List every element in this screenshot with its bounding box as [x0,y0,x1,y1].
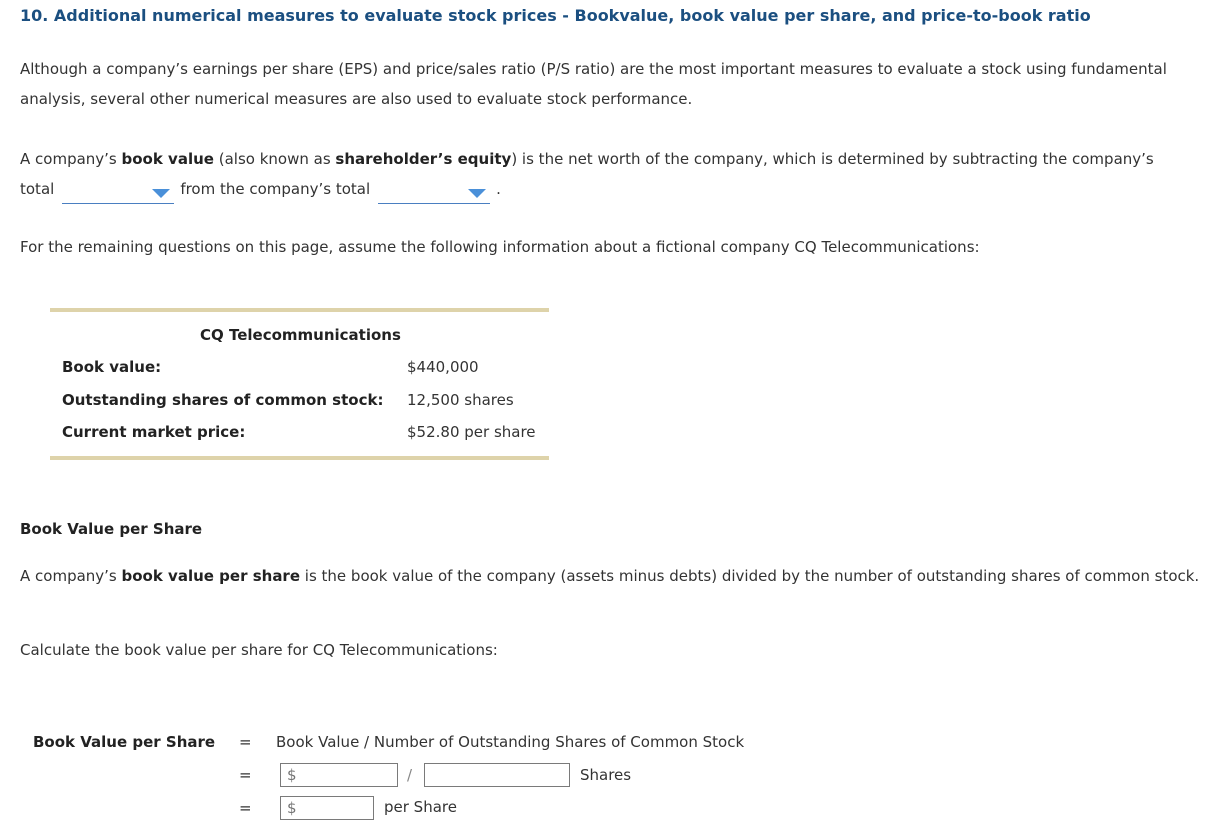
text-segment: A company’s [20,150,122,168]
assumption-text: For the remaining questions on this page, assume the following information about a fictional company CQ Telecommunications: [20,238,980,256]
shares-input[interactable] [424,763,570,787]
term-book-value-per-share: book value per share [121,567,301,585]
book-value-input[interactable] [280,763,398,787]
table-top-rule [50,308,549,312]
equals-sign: = [239,799,252,817]
row-value-market-price: $52.80 per share [407,423,536,441]
text-segment: (also known as [213,150,336,168]
chevron-down-icon [468,189,486,198]
total-label: total [20,180,55,198]
chevron-down-icon [152,189,170,198]
period: . [496,180,501,198]
equals-sign: = [239,733,252,751]
table-title: CQ Telecommunications [200,326,401,344]
formula-label: Book Value per Share [33,733,216,751]
page-title: 10. Additional numerical measures to evaluate stock prices - Bookvalue, book value per share, and price-to-book ratio [20,6,1091,25]
text-segment: ) is the net worth of the company, which is determined by subtracting the company’s [511,150,1154,168]
term-shareholders-equity: shareholder’s equity [335,150,512,168]
shares-unit: Shares [580,766,632,784]
equals-sign: = [239,766,252,784]
book-value-definition [20,144,1200,204]
row-label-book-value: Book value: [62,358,162,376]
per-share-unit: per Share [384,798,457,816]
divide-sign: / [407,766,413,784]
bvps-definition [20,561,1200,591]
row-label-outstanding-shares: Outstanding shares of common stock: [62,391,384,409]
from-label: from the company’s total [180,180,371,198]
second-dropdown[interactable] [378,183,490,204]
bvps-answer-input[interactable] [280,796,374,820]
term-book-value: book value [121,150,214,168]
first-dropdown[interactable] [62,183,174,204]
row-value-book-value: $440,000 [407,358,479,376]
text-segment: is the book value of the company (assets minus debts) divided by the number of outstanding shares of common stock. [300,567,1200,585]
intro-paragraph: Although a company’s earnings per share (EPS) and price/sales ratio (P/S ratio) are the most important measures to evaluate a stock using fundamental analysis, several other numerical measures are also used to evaluate stock performance. [20,60,1167,108]
section-heading-bvps: Book Value per Share [20,520,203,538]
text-segment: A company’s [20,567,122,585]
company-info-table [50,308,549,461]
row-label-market-price: Current market price: [62,423,246,441]
table-bottom-rule [50,456,549,460]
calc-prompt: Calculate the book value per share for CQ Telecommunications: [20,641,498,659]
formula-expression: Book Value / Number of Outstanding Shares of Common Stock [276,733,745,751]
row-value-outstanding-shares: 12,500 shares [407,391,514,409]
